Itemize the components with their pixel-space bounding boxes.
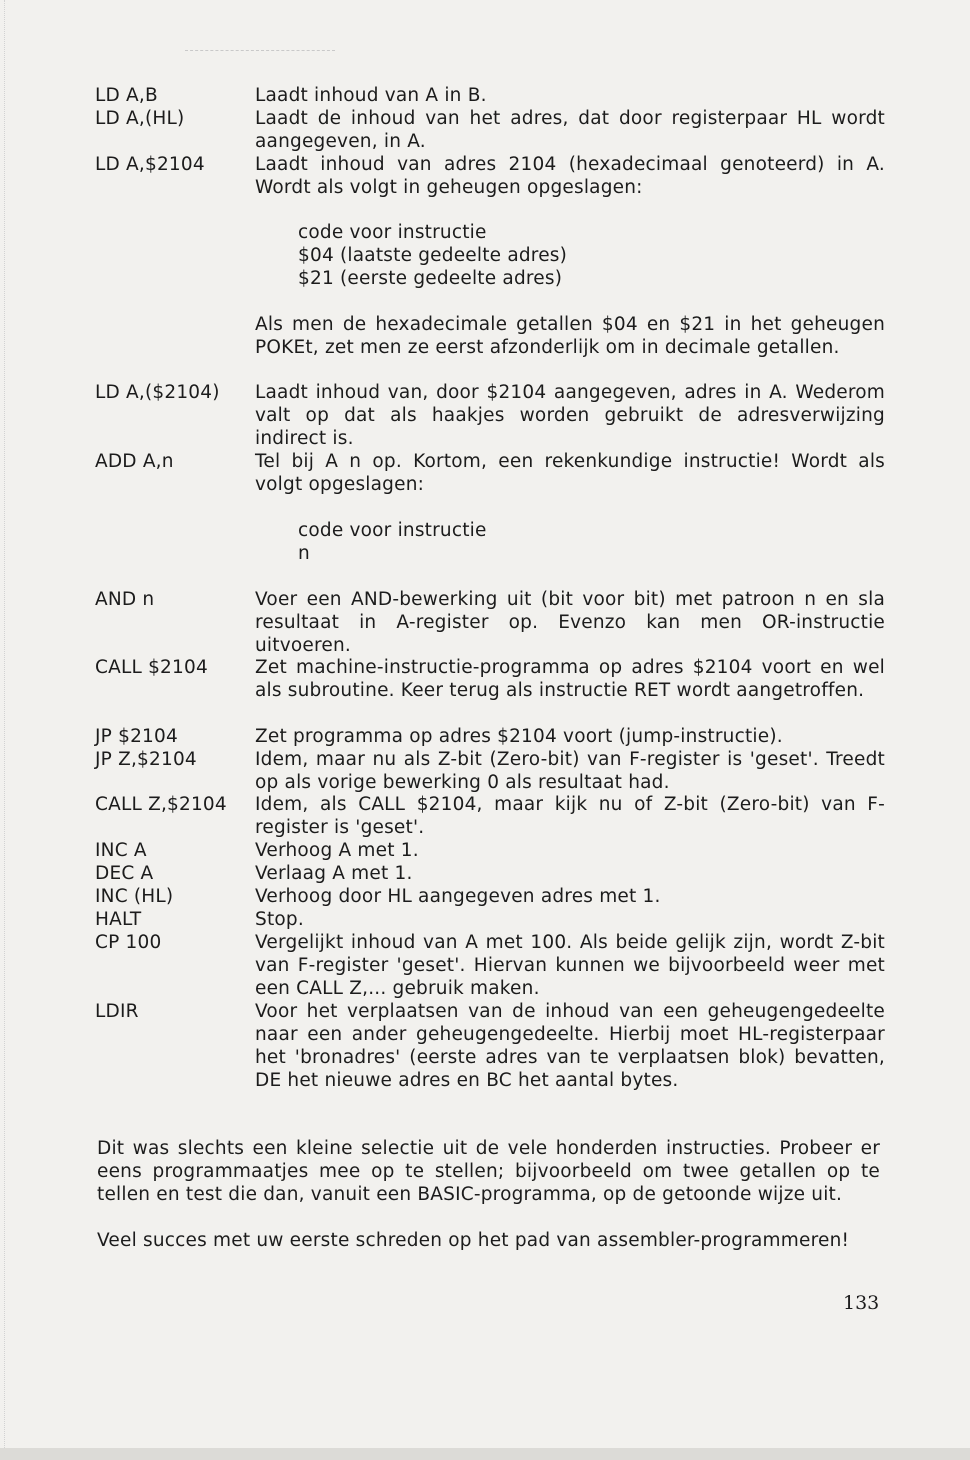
closing-paragraph: Dit was slechts een kleine selectie uit de vele honderden instructies. Probeer er eens programmaatjes mee op te stellen; bijvoorbeeld om twee getallen op te tellen en test die dan, vanuit een BASIC-programma, op de getoonde wijze uit.	[97, 1138, 880, 1205]
instruction-mnemonic: JP $2104	[95, 726, 178, 747]
instruction-description: Voor het verplaatsen van de inhoud van een geheugengedeelte naar een ander geheugengedeelte. Hierbij moet HL-registerpaar het 'bronadres' (eerste adres van te verplaatsen blok) bevatten, DE het nieuwe adres en BC het aantal bytes.	[255, 1001, 885, 1091]
instruction-description: Vergelijkt inhoud van A met 100. Als beide gelijk zijn, wordt Z-bit van F-register 'geset'. Hiervan kunnen we bijvoorbeeld weer met een CALL Z,... gebruik maken.	[255, 932, 885, 999]
code-line: $21 (eerste gedeelte adres)	[298, 268, 563, 289]
instruction-description: Laadt inhoud van adres 2104 (hexadecimaal genoteerd) in A. Wordt als volgt in geheugen opgeslagen:	[255, 154, 885, 198]
instruction-entry	[95, 725, 885, 748]
instruction-mnemonic: ADD A,n	[95, 451, 174, 472]
instruction-entry	[95, 588, 885, 657]
instruction-mnemonic: JP Z,$2104	[95, 749, 197, 770]
instruction-description: Laadt inhoud van, door $2104 aangegeven, adres in A. Wederom valt op dat als haakjes worden gebruikt de adresverwijzing indirect is.	[255, 382, 885, 449]
instruction-description: Voer een AND-bewerking uit (bit voor bit) met patroon n en sla resultaat in A-register op. Evenzo kan men OR-instructie uitvoeren.	[255, 589, 885, 656]
instruction-description: Als men de hexadecimale getallen $04 en $21 in het geheugen POKEt, zet men ze eerst afzonderlijk om in decimale getallen.	[255, 314, 885, 358]
instruction-entry	[95, 748, 885, 794]
instruction-mnemonic: INC (HL)	[95, 886, 174, 907]
instruction-description: Verhoog A met 1.	[255, 840, 419, 861]
instruction-entry	[95, 793, 885, 839]
instruction-mnemonic: LD A,($2104)	[95, 382, 220, 403]
instruction-entry	[95, 450, 885, 496]
code-line: n	[298, 543, 310, 564]
instruction-mnemonic: AND n	[95, 589, 155, 610]
instruction-mnemonic: LD A,(HL)	[95, 108, 185, 129]
instruction-entry	[95, 931, 885, 1000]
instruction-mnemonic: CALL $2104	[95, 657, 208, 678]
code-listing	[298, 519, 487, 565]
header-rule	[185, 50, 335, 51]
page-edge-mark	[4, 0, 5, 1460]
instruction-description: Stop.	[255, 909, 304, 930]
instruction-description: Idem, maar nu als Z-bit (Zero-bit) van F-register is 'geset'. Treedt op als vorige bewerking 0 als resultaat had.	[255, 749, 885, 793]
code-listing	[298, 221, 567, 290]
instruction-description: Tel bij A n op. Kortom, een rekenkundige instructie! Wordt als volgt opgeslagen:	[255, 451, 885, 495]
instruction-mnemonic: LD A,$2104	[95, 154, 205, 175]
instruction-mnemonic: CALL Z,$2104	[95, 794, 227, 815]
instruction-entry	[95, 107, 885, 153]
instruction-entry	[95, 908, 885, 931]
instruction-entry	[95, 84, 885, 107]
instruction-description: Verhoog door HL aangegeven adres met 1.	[255, 886, 661, 907]
instruction-entry	[95, 381, 885, 450]
instruction-entry	[95, 153, 885, 199]
instruction-entry	[95, 839, 885, 862]
instruction-description: Laadt inhoud van A in B.	[255, 85, 487, 106]
code-line: code voor instructie	[298, 520, 487, 541]
instruction-mnemonic: INC A	[95, 840, 147, 861]
scan-bottom-edge	[0, 1448, 970, 1460]
instruction-description: Zet programma op adres $2104 voort (jump-instructie).	[255, 726, 783, 747]
instruction-description: Laadt de inhoud van het adres, dat door registerpaar HL wordt aangegeven, in A.	[255, 108, 885, 152]
instruction-mnemonic: DEC A	[95, 863, 154, 884]
explanation-paragraph	[95, 313, 885, 359]
instruction-mnemonic: LD A,B	[95, 85, 158, 106]
code-line: $04 (laatste gedeelte adres)	[298, 245, 568, 266]
instruction-description: Idem, als CALL $2104, maar kijk nu of Z-bit (Zero-bit) van F-register is 'geset'.	[255, 794, 885, 838]
instruction-mnemonic: CP 100	[95, 932, 162, 953]
instruction-entry	[95, 862, 885, 885]
closing-paragraph: Veel succes met uw eerste schreden op het pad van assembler-programmeren!	[97, 1230, 850, 1251]
instruction-description: Zet machine-instructie-programma op adres $2104 voort en wel als subroutine. Keer terug als instructie RET wordt aangetroffen.	[255, 657, 885, 701]
code-line: code voor instructie	[298, 222, 487, 243]
instruction-entry	[95, 1000, 885, 1092]
instruction-description: Verlaag A met 1.	[255, 863, 413, 884]
instruction-entry	[95, 885, 885, 908]
page-number: 133	[843, 1292, 880, 1314]
instruction-mnemonic: HALT	[95, 909, 142, 930]
instruction-entry	[95, 656, 885, 702]
instruction-mnemonic: LDIR	[95, 1001, 139, 1022]
